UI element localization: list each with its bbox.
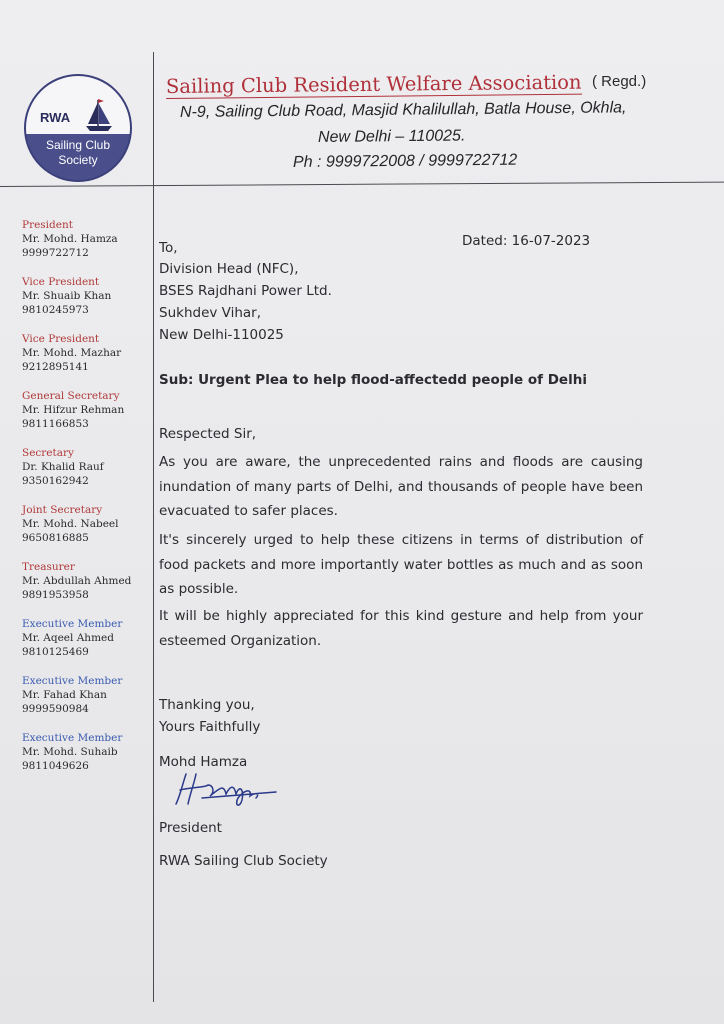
member-phone: 9999722712: [22, 247, 89, 259]
member-phone: 9999590984: [22, 703, 89, 715]
office-bearer-entry: [22, 617, 150, 674]
member-name: Mr. Mohd. Nabeel: [22, 518, 119, 530]
logo-abbr: RWA: [40, 110, 71, 125]
member-name: Mr. Mohd. Hamza: [22, 233, 118, 245]
member-phone: 9212895141: [22, 361, 89, 373]
letter-paragraph-1: As you are aware, the unprecedented rains and floods are causing inundation of many parts of Delhi, and thousands of people have been evacuated to safer places.: [159, 454, 643, 519]
office-bearer-entry: [22, 731, 150, 788]
member-role: Executive Member: [22, 618, 123, 630]
address-line-1: N-9, Sailing Club Road, Masjid Khalilullah, Batla House, Okhla,: [179, 99, 627, 121]
recipient-line-1: Division Head (NFC),: [159, 261, 299, 277]
office-bearer-entry: [22, 389, 150, 446]
office-bearer-entry: [22, 332, 150, 389]
member-name: Mr. Aqeel Ahmed: [22, 632, 114, 644]
signer-title: President: [159, 820, 222, 836]
member-name: Mr. Hifzur Rehman: [22, 404, 125, 416]
member-role: Secretary: [22, 447, 74, 459]
logo-line1: Sailing Club: [45, 138, 111, 152]
letter-subject: Sub: Urgent Plea to help flood-affectedd people of Delhi: [159, 372, 587, 388]
member-role: Executive Member: [22, 732, 123, 744]
address-line-2: New Delhi – 110025.: [317, 127, 466, 146]
sailboat-icon: [84, 98, 114, 132]
signer-name: Mohd Hamza: [159, 754, 248, 770]
org-name: Sailing Club Resident Welfare Association: [165, 70, 582, 98]
recipient-line-4: New Delhi-110025: [159, 327, 284, 343]
member-role: President: [22, 219, 73, 231]
header-divider-horizontal: [0, 182, 724, 187]
closing-thanks: Thanking you,: [159, 697, 255, 713]
member-name: Dr. Khalid Rauf: [22, 461, 104, 473]
handwritten-signature: [172, 770, 282, 810]
office-bearer-entry: [22, 275, 150, 332]
letter-to: To,: [159, 240, 178, 256]
member-phone: 9891953958: [22, 589, 89, 601]
signer-organization: RWA Sailing Club Society: [159, 853, 328, 869]
member-role: General Secretary: [22, 390, 120, 402]
letter-paragraph-2: It's sincerely urged to help these citizens in terms of distribution of food packets and more importantly water bottles as much and as soon as possible.: [159, 532, 643, 597]
member-phone: 9811049626: [22, 760, 89, 772]
member-phone: 9810245973: [22, 304, 89, 316]
office-bearers-list: [22, 218, 150, 788]
member-name: Mr. Mohd. Mazhar: [22, 347, 122, 359]
closing-faithfully: Yours Faithfully: [159, 719, 261, 735]
member-name: Mr. Abdullah Ahmed: [22, 575, 132, 587]
rwa-logo: [24, 74, 132, 182]
logo-name: [26, 138, 130, 168]
member-role: Executive Member: [22, 675, 123, 687]
member-name: Mr. Mohd. Suhaib: [22, 746, 118, 758]
office-bearer-entry: [22, 446, 150, 503]
recipient-line-3: Sukhdev Vihar,: [159, 305, 262, 321]
member-phone: 9350162942: [22, 475, 89, 487]
member-name: Mr. Shuaib Khan: [22, 290, 112, 302]
logo-top-band: [26, 76, 130, 134]
letter-salutation: Respected Sir,: [159, 426, 257, 442]
member-role: Joint Secretary: [22, 504, 103, 516]
member-phone: 9811166853: [22, 418, 89, 430]
office-bearer-entry: [22, 503, 150, 560]
logo-line2: Society: [58, 153, 98, 167]
member-phone: 9650816885: [22, 532, 89, 544]
member-role: Treasurer: [22, 561, 75, 573]
recipient-line-2: BSES Rajdhani Power Ltd.: [159, 283, 332, 299]
letter-date: Dated: 16-07-2023: [462, 233, 591, 249]
letter-paragraph-3: It will be highly appreciated for this kind gesture and help from your esteemed Organization.: [159, 608, 643, 649]
office-bearer-entry: [22, 560, 150, 617]
org-regd: ( Regd.): [592, 73, 647, 90]
office-bearer-entry: [22, 218, 150, 275]
member-phone: 9810125469: [22, 646, 89, 658]
member-role: Vice President: [22, 276, 100, 288]
member-role: Vice President: [22, 333, 100, 345]
margin-divider-vertical: [153, 52, 154, 1002]
member-name: Mr. Fahad Khan: [22, 689, 107, 701]
header-phone: Ph : 9999722008 / 9999722712: [292, 151, 518, 171]
office-bearer-entry: [22, 674, 150, 731]
